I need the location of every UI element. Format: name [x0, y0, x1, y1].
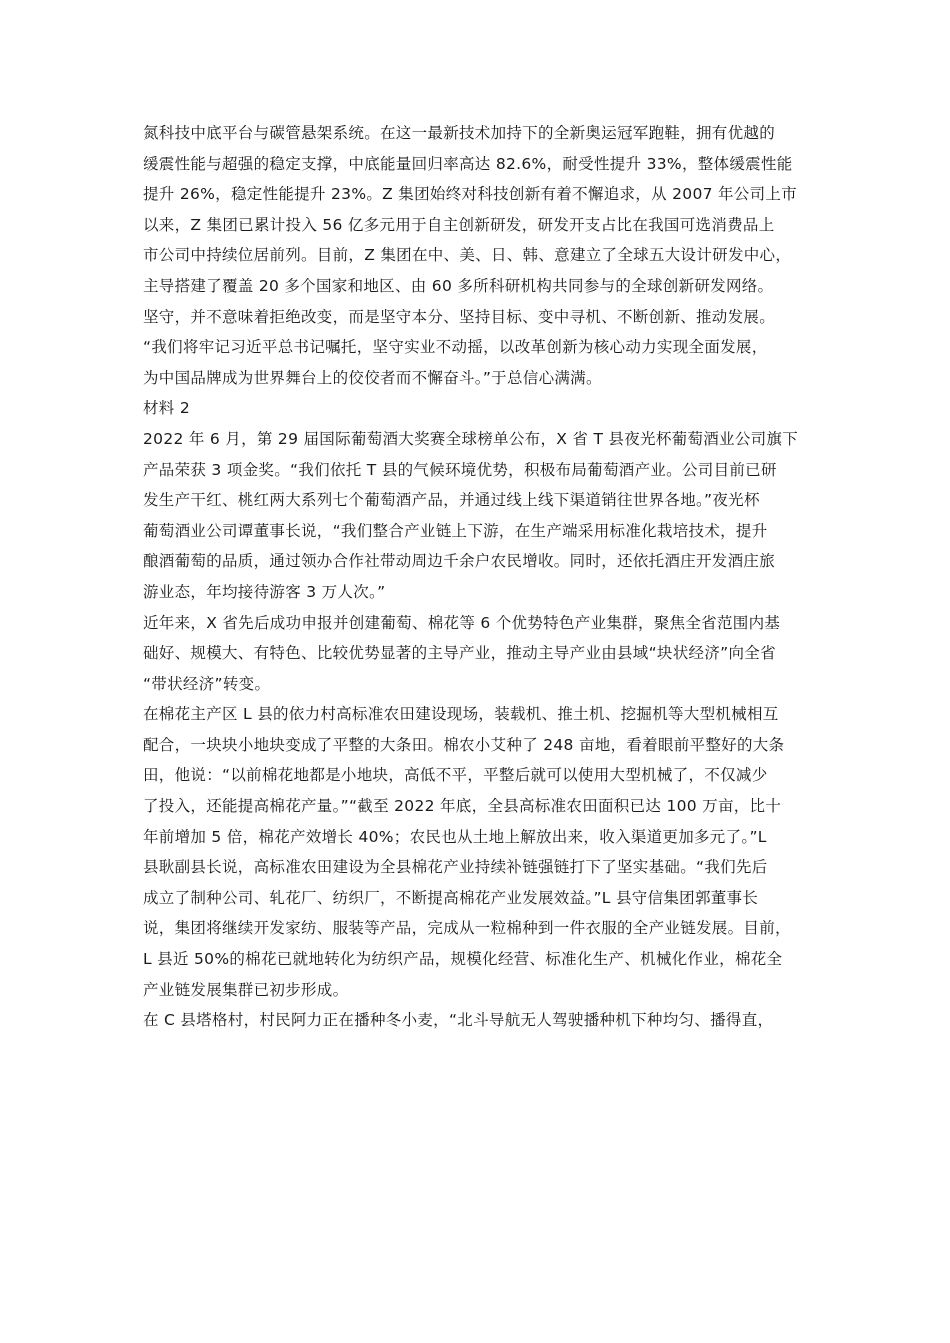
text-line: 田，他说：“以前棉花地都是小地块，高低不平，平整后就可以使用大型机械了，不仅减少 [143, 766, 768, 785]
text-line: 提升 26%，稳定性能提升 23%。Z 集团始终对科技创新有着不懈追求，从 2007 年公司上市 [143, 185, 798, 204]
text-line: 成立了制种公司、轧花厂、纺织厂，不断提高棉花产业发展效益。”L 县守信集团郭董事长 [143, 888, 759, 907]
text-line: “带状经济”转变。 [143, 674, 271, 693]
text-line: 2022 年 6 月，第 29 届国际葡萄酒大奖赛全球榜单公布，X 省 T 县夜光杯葡萄酒业公司旗下 [143, 429, 799, 448]
text-line: 市公司中持续位居前列。目前，Z 集团在中、美、日、韩、意建立了全球五大设计研发中心， [143, 246, 792, 265]
text-line: 在 C 县塔格村，村民阿力正在播种冬小麦，“北斗导航无人驾驶播种机下种均匀、播得直， [143, 1011, 774, 1030]
text-line: 酿酒葡萄的品质，通过领办合作社带动周边千余户农民增收。同时，还依托酒庄开发酒庄旅 [143, 552, 776, 571]
text-line: 在棉花主产区 L 县的依力村高标准农田建设现场，装载机、推土机、挖掘机等大型机械相互 [143, 705, 779, 724]
text-line: 配合，一块块小地块变成了平整的大条田。棉农小艾种了 248 亩地，看着眼前平整好的大条 [143, 735, 785, 754]
text-line: 主导搭建了覆盖 20 多个国家和地区、由 60 多所科研机构共同参与的全球创新研发网络。 [143, 276, 774, 295]
text-line: 葡萄酒业公司谭董事长说，“我们整合产业链上下游，在生产端采用标准化栽培技术，提升 [143, 521, 768, 540]
text-line: “我们将牢记习近平总书记嘱托，坚守实业不动摇，以改革创新为核心动力实现全面发展， [143, 338, 768, 357]
text-line: 产业链发展集群已初步形成。 [143, 980, 349, 999]
text-line: 发生产干红、桃红两大系列七个葡萄酒产品，并通过线上线下渠道销往世界各地。”夜光杯 [143, 491, 760, 510]
document-page [143, 118, 833, 1036]
text-line: 坚守，并不意味着拒绝改变，而是坚守本分、坚持目标、变中寻机、不断创新、推动发展。 [143, 307, 776, 326]
text-line: 游业态，年均接待游客 3 万人次。” [143, 582, 386, 601]
section-heading: 材料 2 [143, 399, 190, 418]
text-line: 说，集团将继续开发家纺、服装等产品，完成从一粒棉种到一件衣服的全产业链发展。目前， [143, 919, 791, 938]
text-line: 氮科技中底平台与碳管悬架系统。在这一最新技术加持下的全新奥运冠军跑鞋，拥有优越的 [143, 124, 776, 142]
text-line: 近年来，X 省先后成功申报并创建葡萄、棉花等 6 个优势特色产业集群，聚焦全省范围内基 [143, 613, 781, 632]
text-line: 年前增加 5 倍，棉花产效增长 40%；农民也从土地上解放出来，收入渠道更加多元了。”L [143, 827, 767, 846]
text-line: L 县近 50%的棉花已就地转化为纺织产品，规模化经营、标准化生产、机械化作业，棉花全 [143, 950, 783, 969]
text-line: 了投入，还能提高棉花产量。”“截至 2022 年底，全县高标准农田面积已达 100 万亩，比十 [143, 797, 782, 816]
text-line: 以来，Z 集团已累计投入 56 亿多元用于自主创新研发，研发开支占比在我国可选消费品上 [143, 215, 775, 234]
text-line: 产品荣获 3 项金奖。“我们依托 T 县的气候环境优势，积极布局葡萄酒产业。公司目前已研 [143, 460, 777, 479]
text-line: 为中国品牌成为世界舞台上的佼佼者而不懈奋斗。”于总信心满满。 [143, 368, 602, 387]
text-line: 础好、规模大、有特色、比较优势显著的主导产业，推动主导产业由县域“块状经济”向全省 [143, 644, 776, 663]
text-line: 县耿副县长说，高标准农田建设为全县棉花产业持续补链强链打下了坚实基础。“我们先后 [143, 858, 768, 877]
text-line: 缓震性能与超强的稳定支撑，中底能量回归率高达 82.6%，耐受性提升 33%，整体缓震性能 [143, 154, 793, 173]
